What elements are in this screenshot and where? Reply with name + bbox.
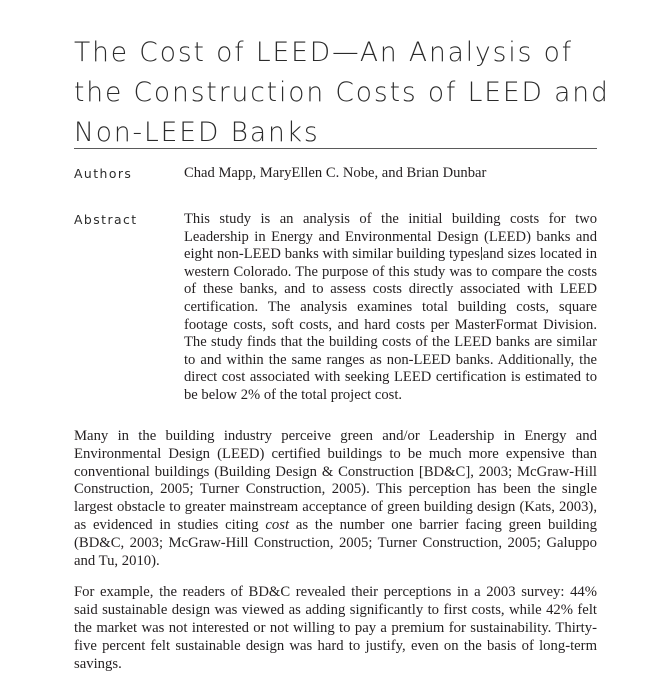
authors-row — [74, 165, 597, 182]
paragraph-1-segment-2: as the number one barrier facing green building (BD&C, 2003; McGraw-Hill Construction, 2005; Turner Construction, 2005; Galuppo and Tu, 2010). — [74, 516, 597, 569]
authors-value: Chad Mapp, MaryEllen C. Nobe, and Brian Dunbar — [184, 165, 487, 181]
abstract-value — [184, 211, 597, 405]
abstract-text-part-2: and sizes located in western Colorado. The purpose of this study was to compare the costs of these banks, and to assess costs directly associated with LEED certification. The analysis examines total building costs, square footage costs, soft costs, and hard costs per MasterFormat Division. The study finds that the building costs of the LEED banks are similar to and within the same ranges as non-LEED banks. Additionally, the direct cost associated with seeking LEED certification is estimated to be below 2% of the total project cost. — [184, 246, 597, 403]
body-paragraph-1 — [74, 428, 597, 570]
page-title — [74, 33, 610, 153]
abstract-label: Abstract — [74, 212, 138, 227]
title-line-1: The Cost of LEED—An Analysis of — [74, 37, 573, 68]
authors-label: Authors — [74, 166, 133, 181]
paragraph-1-segment-1: Many in the building industry perceive green and/or Leadership in Energy and Environmental Design (LEED) certified buildings to be much more expensive than conventional buildings (Building Design & Construction [BD&C], 2003; McGraw-Hill Construction, 2005; Turner Construction, 2005). This perception has been the single largest obstacle to greater mainstream acceptance of green building design (Kats, 2003), as evidenced in studies citing — [74, 428, 597, 533]
body-text — [74, 428, 597, 673]
abstract-text-part-1: This study is an analysis of the initial building costs for two Leadership in Energy and Environmental Design (LEED) banks and eight non-LEED banks with similar building types — [184, 211, 597, 263]
text-caret-artifact — [481, 247, 482, 260]
paragraph-1-emphasis: cost — [265, 516, 290, 533]
title-line-3: Non-LEED Banks — [74, 117, 320, 148]
abstract-row — [74, 211, 597, 405]
title-divider — [74, 148, 597, 149]
body-paragraph-2: For example, the readers of BD&C revealed their perceptions in a 2003 survey: 44% said sustainable design was viewed as adding significantly to first costs, while 42% felt the market was not interested or not willing to pay a premium for sustainability. Thirty-five percent felt sustainable design was hard to justify, even on the basis of long-term savings. — [74, 584, 597, 672]
title-line-2: the Construction Costs of LEED and — [74, 77, 610, 108]
